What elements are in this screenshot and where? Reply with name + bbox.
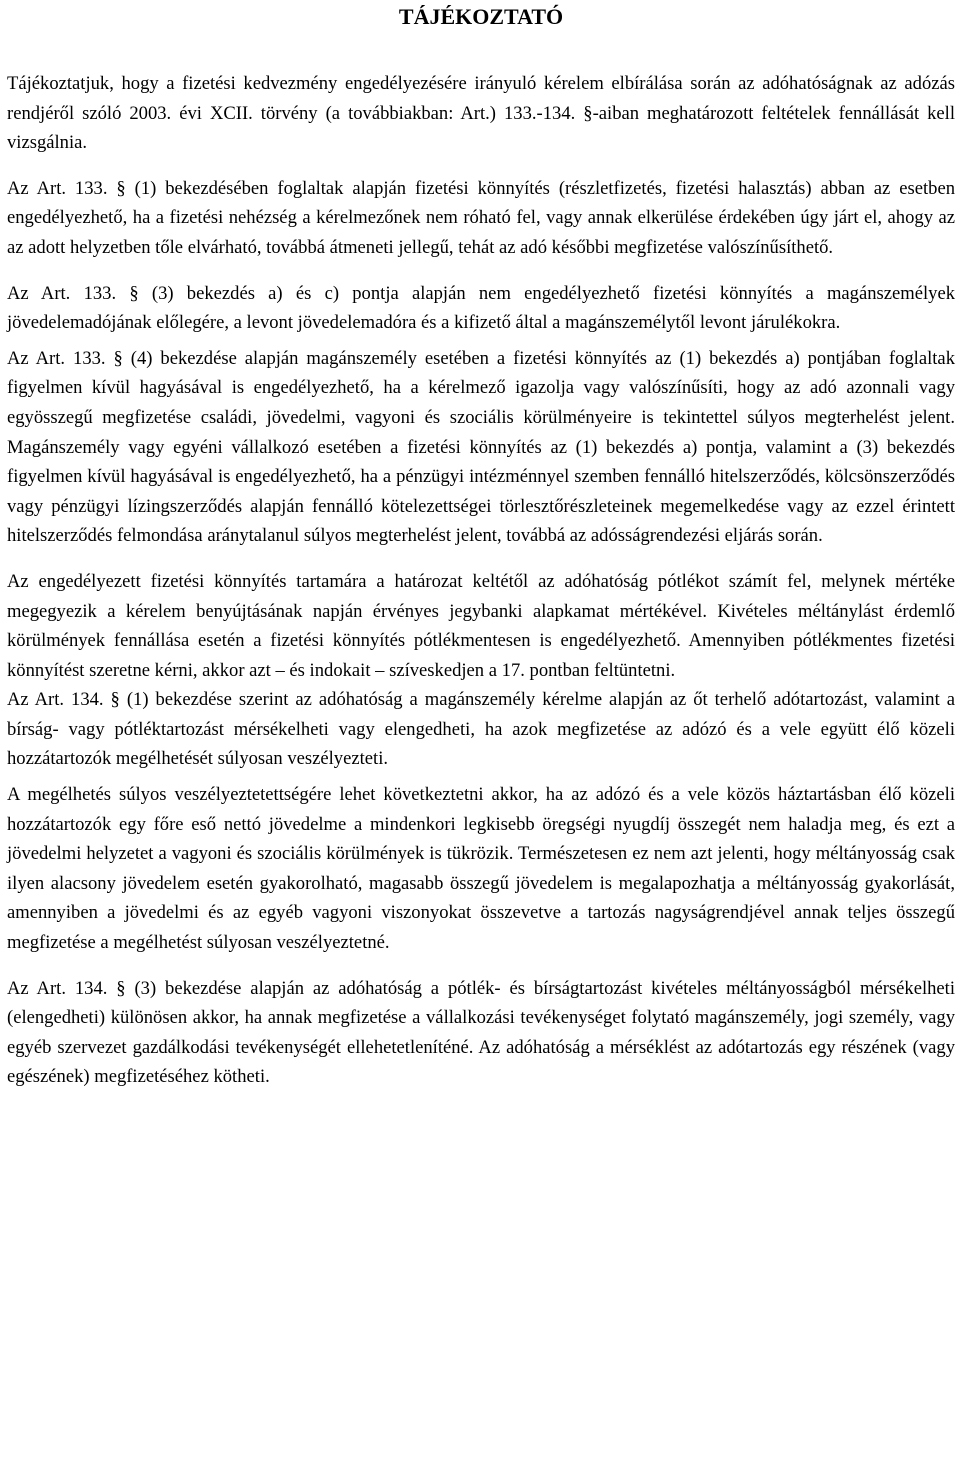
paragraph-potlek: Az engedélyezett fizetési könnyítés tartamára a határozat keltétől az adóhatóság pótlékot számít fel, melynek mértéke megegyezik a kérelem benyújtásának napján érvényes jegybanki alapkamat mértékével. Kivételes méltánylást érdemlő körülmények fennállása esetén a fizetési könnyítés pótlékmentesen is engedélyezhető. Amennyiben pótlékmentes fizetési könnyítést szeretne kérni, akkor azt – és indokait – szíveskedjen a 17. pontban feltüntetni. (7, 570, 955, 681)
spacer (7, 32, 955, 69)
spacer (7, 958, 955, 974)
document-page (7, 0, 955, 1092)
paragraph-art134-1: Az Art. 134. § (1) bekezdése szerint az adóhatóság a magánszemély kérelme alapján az őt terhelő adótartozást, valamint a bírság- vagy pótléktartozást mérsékelheti vagy elengedheti, ha azok megfizetése az adózó és a vele együtt élő közeli hozzátartozók megélhetését súlyosan veszélyezteti. (7, 689, 955, 770)
paragraph-art134-3: Az Art. 134. § (3) bekezdése alapján az adóhatóság a pótlék- és bírságtartozást kivételes méltányosságból mérsékelheti (elengedheti) különösen akkor, ha annak megfizetése a vállalkozási tevékenységet folytató magánszemély, jogi személy, vagy egyéb szervezet gazdálkodási tevékenységét ellehetetleníténé. Az adóhatóság a mérséklést az adótartozás egy részének (vagy egészének) megfizetéséhez kötheti. (7, 977, 955, 1088)
paragraph-art133-1: Az Art. 133. § (1) bekezdésében foglaltak alapján fizetési könnyítés (részletfizetés, fizetési halasztás) abban az esetben engedélyezhető, ha a fizetési nehézség a kérelmezőnek nem róható fel, vagy annak elkerülése érdekében úgy járt el, ahogy az az adott helyzetben tőle elvárható, továbbá átmeneti jellegű, tehát az adó későbbi megfizetése valószínűsíthető. (7, 177, 955, 258)
spacer (7, 158, 955, 174)
paragraph-intro: Tájékoztatjuk, hogy a fizetési kedvezmény engedélyezésére irányuló kérelem elbírálása során az adóhatóságnak az adózás rendjéről szóló 2003. évi XCII. törvény (a továbbiakban: Art.) 133.-134. §-aiban meghatározott feltételek fennállását kell vizsgálnia. (7, 73, 955, 154)
paragraph-art133-3: Az Art. 133. § (3) bekezdés a) és c) pontja alapján nem engedélyezhető fizetési könnyítés a magánszemélyek jövedelemadójának előlegére, a levont jövedelemadóra és a kifizető által a magánszemélytől levont járulékokra. (7, 282, 955, 334)
paragraph-art133-4: Az Art. 133. § (4) bekezdése alapján magánszemély esetében a fizetési könnyítés az (1) bekezdés a) pontjában foglaltak figyelmen kívül hagyásával is engedélyezhető, ha a kérelmező igazolja vagy valószínűsíti, hogy az adó azonnali vagy egyösszegű megfizetése családi, jövedelmi, vagyoni és szociális körülményeire is tekintettel súlyos megterhelést jelent. Magánszemély vagy egyéni vállalkozó esetében a fizetési könnyítés az (1) bekezdés a) pontja, valamint a (3) bekezdés figyelmen kívül hagyásával is engedélyezhető, ha a pénzügyi intézménnyel szemben fennálló hitelszerződés, kölcsönszerződés vagy pénzügyi lízingszerződés alapján fennálló kötelezettségei törlesztőrészleteinek megemelkedése vagy az ezzel érintett hitelszerződés felmondása aránytalanul súlyos megterhelést jelent, továbbá az adósságrendezési eljárás során. (7, 347, 955, 547)
document-title: TÁJÉKOZTATÓ (398, 4, 564, 29)
spacer (7, 551, 955, 567)
spacer (7, 263, 955, 279)
paragraph-megelhetes: A megélhetés súlyos veszélyeztetettségére lehet következtetni akkor, ha az adózó és a vele közös háztartásban élő közeli hozzátartozók egy főre eső nettó jövedelme a mindenkori legkisebb öregségi nyugdíj összegét nem haladja meg, és ezt a jövedelmi helyzetet a vagyoni és szociális körülmények is tükrözik. Természetesen ez nem azt jelenti, hogy méltányosság csak ilyen alacsony jövedelem esetén gyakorolható, magasabb összegű jövedelem is megalapozhatja a méltányosság gyakorlását, amennyiben a jövedelmi és az egyéb vagyoni viszonyokat összevetve a tartozás nagyságrendjével annak teljes összegű megfizetése a megélhetést súlyosan veszélyeztetné. (7, 784, 955, 954)
